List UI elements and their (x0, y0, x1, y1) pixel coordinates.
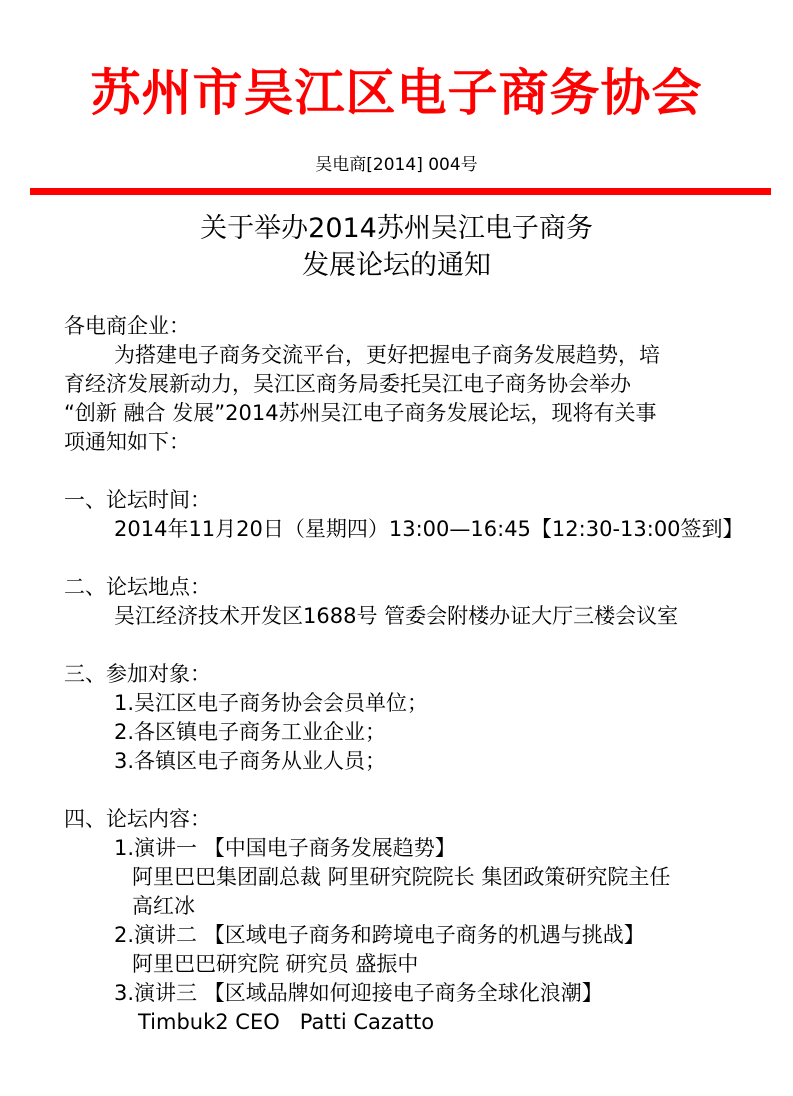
intro-line-3: “创新 融合 发展”2014苏州吴江电子商务发展论坛，现将有关事 (64, 401, 657, 425)
spacer (64, 544, 764, 573)
section-content-heading: 四、论坛内容： (64, 807, 211, 831)
intro-line-4: 项通知如下： (64, 430, 190, 454)
talk-1-speaker: 阿里巴巴集团副总裁 阿里研究院院长 集团政策研究院主任 (132, 865, 671, 889)
attendee-item: 3.各镇区电子商务从业人员； (114, 749, 387, 773)
section-time-heading: 一、论坛时间： (64, 488, 211, 512)
organization-title: 苏州市吴江区电子商务协会 (90, 64, 703, 122)
attendee-item: 1.吴江区电子商务协会会员单位； (114, 691, 429, 715)
spacer (64, 631, 764, 660)
talk-3-title: 3.演讲三 【区域品牌如何迎接电子商务全球化浪潮】 (114, 981, 603, 1005)
intro-line-1: 为搭建电子商务交流平台，更好把握电子商务发展趋势，培 (114, 343, 660, 367)
section-location-heading: 二、论坛地点： (64, 575, 211, 599)
attendee-item: 2.各区镇电子商务工业企业； (114, 720, 387, 744)
spacer (64, 457, 764, 486)
section-location-content: 吴江经济技术开发区1688号 管委会附楼办证大厅三楼会议室 (114, 604, 679, 628)
salutation: 各电商企业： (64, 314, 190, 338)
notice-title-line-1: 关于举办2014苏州吴江电子商务 (200, 213, 593, 244)
red-divider (30, 188, 771, 195)
section-attendees-heading: 三、参加对象： (64, 662, 211, 686)
talk-1-title: 1.演讲一 【中国电子商务发展趋势】 (114, 836, 456, 860)
notice-body (64, 312, 764, 1037)
spacer (64, 776, 764, 805)
talk-2-title: 2.演讲二 【区域电子商务和跨境电子商务的机遇与挑战】 (114, 923, 645, 947)
talk-1-speaker-name: 高红冰 (132, 894, 195, 918)
talk-2-speaker: 阿里巴巴研究院 研究员 盛振中 (132, 952, 419, 976)
section-time-content: 2014年11月20日（星期四）13:00—16:45【12:30-13:00签到】 (114, 517, 744, 541)
notice-title (0, 210, 793, 284)
notice-title-line-2: 发展论坛的通知 (302, 250, 491, 281)
talk-3-speaker: Timbuk2 CEO Patti Cazatto (138, 1010, 435, 1034)
document-number: 吴电商[2014] 004号 (315, 155, 478, 175)
intro-line-2: 育经济发展新动力，吴江区商务局委托吴江电子商务协会举办 (64, 372, 631, 396)
